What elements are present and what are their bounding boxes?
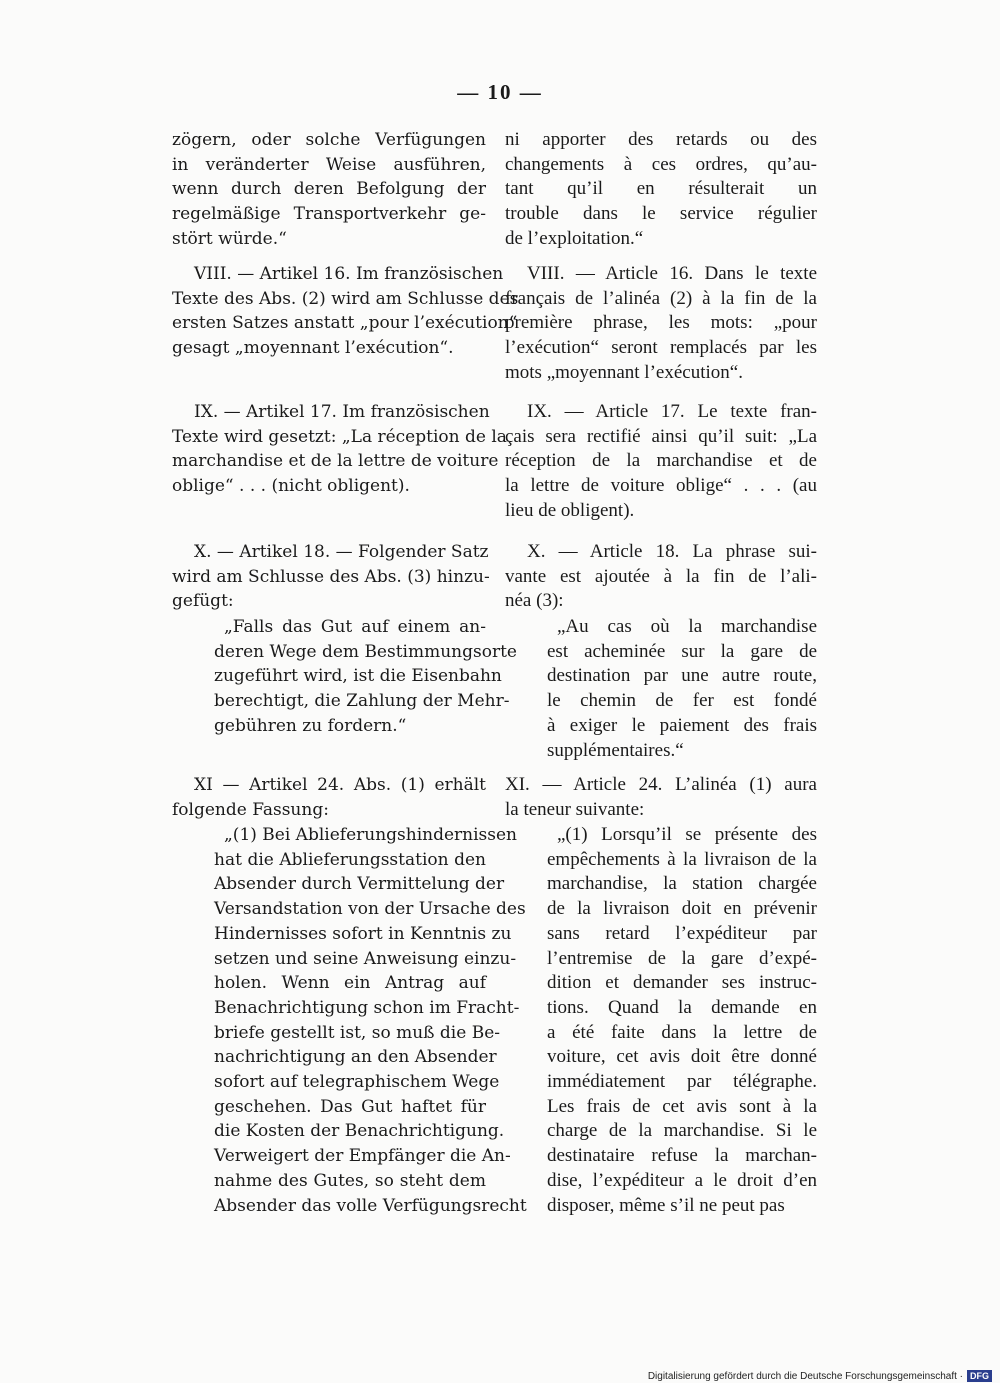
french-text-line: première phrase, les mots: „pour [505, 312, 817, 334]
german-text-line: Texte des Abs. (2) wird am Schlusse des [172, 288, 519, 309]
french-text-line: supplémentaires.“ [547, 739, 684, 761]
french-text-line: charge de la marchandise. Si le [547, 1120, 817, 1142]
french-text-line: tions. Quand la demande en [547, 996, 817, 1018]
french-text-line: destination par une autre route, [547, 665, 817, 687]
french-text-line: trouble dans le service régulier [505, 203, 817, 225]
german-text-line: briefe gestellt ist, so muß die Be- [214, 1022, 501, 1043]
german-text-line: „Falls das Gut auf einem an- [224, 617, 486, 637]
french-text-line: empêchements à la livraison de la [547, 848, 817, 870]
french-text-line: de l’exploitation.“ [505, 227, 644, 249]
french-text-line: l’exécution“ seront remplacés par les [505, 337, 817, 359]
german-text-line: geschehen. Das Gut haftet für [214, 1096, 486, 1117]
german-text-line: VIII. — Artikel 16. Im französischen [194, 264, 504, 284]
french-paragraph [505, 128, 817, 252]
german-text-line: berechtigt, die Zahlung der Mehr- [214, 691, 510, 712]
french-text-line: „Au cas où la marchandise [557, 616, 817, 637]
french-text-line: çais sera rectifié ainsi qu’il suit: „La [505, 425, 817, 447]
german-text-line: zugeführt wird, ist die Eisenbahn [214, 666, 502, 687]
french-text-line: „(1) Lorsqu’il se présente des [557, 824, 817, 845]
german-text-line: „(1) Bei Ablieferungshindernissen [224, 825, 518, 845]
german-text-line: setzen und seine Anweisung einzu- [214, 948, 517, 969]
german-text-line: stört würde.“ [172, 228, 287, 249]
german-text-line: wenn durch deren Befolgung der [172, 179, 486, 200]
french-text-line: à exiger le paiement des frais [547, 714, 817, 736]
french-text-line: ni apporter des retards ou des [505, 129, 817, 150]
french-text-line: dise, l’expéditeur a le droit d’en [547, 1169, 817, 1191]
german-paragraph [214, 615, 517, 739]
french-text-line: immédiatement par télégraphe. [547, 1071, 817, 1093]
german-paragraph [172, 773, 486, 822]
footer-text: Digitalisierung gefördert durch die Deutsche Forschungsgemeinschaft · [647, 1370, 963, 1382]
german-paragraph [172, 540, 490, 614]
french-paragraph [547, 615, 817, 763]
french-text-line: néa (3): [505, 590, 564, 612]
french-paragraph [505, 540, 817, 614]
french-text-line: voiture, cet avis doit être donné [547, 1046, 817, 1068]
german-text-line: X. — Artikel 18. — Folgender Satz [194, 542, 489, 562]
french-text-line: mots „moyennant l’exécution“. [505, 361, 743, 383]
german-text-line: Hindernisses sofort in Kenntnis zu [214, 923, 512, 944]
german-paragraph [172, 400, 507, 499]
french-text-line: disposer, même s’il ne peut pas [547, 1194, 785, 1216]
french-text-line: tant qu’il en résulterait un [505, 178, 817, 200]
german-text-line: wird am Schlusse des Abs. (3) hinzu- [172, 566, 490, 587]
french-text-line: est acheminée sur la gare de [547, 640, 817, 662]
french-text-line: sans retard l’expéditeur par [547, 922, 817, 944]
german-text-line: zögern, oder solche Verfügungen [172, 130, 486, 150]
german-text-line: die Kosten der Benachrichtigung. [214, 1121, 505, 1142]
dfg-logo: DFG [967, 1370, 992, 1382]
french-text-line: VIII. — Article 16. Dans le texte [527, 263, 817, 284]
german-text-line: ersten Satzes anstatt „pour l’exécution“ [172, 313, 518, 334]
french-text-line: IX. — Article 17. Le texte fran- [527, 401, 817, 422]
french-text-line: la lettre de voiture oblige“ . . . (au [505, 475, 817, 497]
german-paragraph [172, 262, 519, 361]
german-text-line: marchandise et de la lettre de voiture [172, 451, 499, 472]
french-text-line: vante est ajoutée à la fin de l’ali- [505, 565, 817, 587]
french-text-line: le chemin de fer est fondé [547, 690, 817, 712]
german-text-line: hat die Ablieferungsstation den [214, 849, 486, 870]
french-text-line: Les frais de cet avis sont à la [547, 1095, 817, 1117]
german-text-line: regelmäßige Transportverkehr ge- [172, 204, 486, 225]
german-text-line: in veränderter Weise ausführen, [172, 154, 486, 175]
page-number: — 10 — [457, 80, 543, 104]
french-text-line: français de l’alinéa (2) à la fin de la [505, 287, 817, 309]
german-text-line: nachrichtigung an den Absender [214, 1047, 497, 1068]
french-paragraph [505, 400, 817, 524]
french-text-line: dition et demander ses instruc- [547, 972, 817, 994]
german-paragraph [214, 823, 527, 1218]
footer-credit [648, 1370, 992, 1382]
german-text-line: Verweigert der Empfänger die An- [214, 1146, 511, 1167]
french-text-line: de la livraison doit en prévenir [547, 898, 817, 920]
french-text-line: marchandise, la station chargée [547, 873, 817, 895]
french-text-line: a été faite dans la lettre de [547, 1021, 817, 1043]
french-paragraph [547, 823, 817, 1218]
german-text-line: folgende Fassung: [172, 799, 329, 820]
german-text-line: Absender das volle Verfügungsrecht [214, 1195, 527, 1216]
german-text-line: Versandstation von der Ursache des [214, 899, 526, 920]
german-text-line: Benachrichtigung schon im Fracht- [214, 997, 520, 1018]
german-text-line: gebühren zu fordern.“ [214, 715, 407, 736]
french-text-line: XI. — Article 24. L’alinéa (1) aura [505, 774, 817, 795]
french-paragraph [505, 262, 817, 386]
german-text-line: gesagt „moyennant l’exécution“. [172, 338, 454, 359]
german-paragraph [172, 128, 486, 252]
french-text-line: changements à ces ordres, qu’au- [505, 153, 817, 175]
german-text-line: deren Wege dem Bestimmungsorte [214, 641, 517, 662]
french-paragraph [505, 773, 817, 822]
german-text-line: Texte wird gesetzt: „La réception de la [172, 426, 507, 447]
german-text-line: holen. Wenn ein Antrag auf [214, 973, 486, 994]
german-text-line: Absender durch Vermittelung der [214, 874, 505, 895]
german-text-line: sofort auf telegraphischem Wege [214, 1072, 500, 1093]
french-text-line: X. — Article 18. La phrase sui- [527, 541, 817, 562]
german-text-line: oblige“ . . . (nicht obligent). [172, 476, 410, 497]
french-text-line: lieu de obligent). [505, 499, 635, 521]
french-text-line: la teneur suivante: [505, 798, 645, 820]
french-text-line: l’entremise de la gare d’expé- [547, 947, 817, 969]
german-text-line: IX. — Artikel 17. Im französischen [194, 402, 490, 422]
french-text-line: destinataire refuse la marchan- [547, 1145, 817, 1167]
german-text-line: XI — Artikel 24. Abs. (1) erhält [194, 775, 486, 795]
german-text-line: nahme des Gutes, so steht dem [214, 1170, 486, 1191]
german-text-line: gefügt: [172, 591, 234, 612]
french-text-line: réception de la marchandise et de [505, 450, 817, 472]
